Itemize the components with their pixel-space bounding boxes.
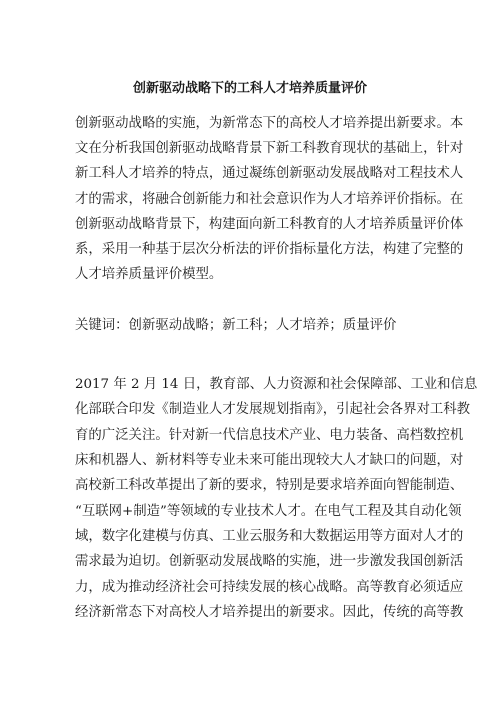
abstract-line: 人才培养质量评价模型。 [75,267,223,282]
document-title: 创新驱动战略下的工科人才培养质量评价 [132,81,367,96]
abstract-line: 系，采用一种基于层次分析法的评价指标量化方法，构建了完整的 [75,242,464,257]
abstract-line: 创新驱动战略背景下，构建面向新工科教育的人才培养质量评价体 [75,217,464,232]
body-line: 育的广泛关注。针对新一代信息技术产业、电力装备、高档数控机 [75,428,464,443]
abstract-line: 新工科人才培养的特点，通过凝练创新驱动发展战略对工程技术人 [75,166,464,181]
body-line: 高校新工科改革提出了新的要求，特别是要求培养面向智能制造、 [75,478,464,493]
abstract-line: 文在分析我国创新驱动战略背景下新工科教育现状的基础上，针对 [75,141,464,156]
abstract-line: 创新驱动战略的实施，为新常态下的高校人才培养提出新要求。本 [75,116,464,131]
body-line: 需求最为迫切。创新驱动发展战略的实施，进一步激发我国创新活 [75,554,464,569]
body-line: 化部联合印发《制造业人才发展规划指南》，引起社会各界对工科教 [75,402,471,417]
keywords-line: 关键词：创新驱动战略；新工科；人才培养；质量评价 [75,318,397,333]
abstract-line: 才的需求，将融合创新能力和社会意识作为人才培养评价指标。在 [75,192,464,207]
body-line: 2017 年 2 月 14 日，教育部、人力资源和社会保障部、工业和信息 [75,377,478,392]
body-line: 力，成为推动经济社会可持续发展的核心战略。高等教育必须适应 [75,580,464,595]
body-line: 床和机器人、新材料等专业未来可能出现较大人才缺口的问题，对 [75,453,464,468]
body-line: 经济新常态下对高校人才培养提出的新要求。因此，传统的高等教 [75,605,464,620]
body-line: 域，数字化建模与仿真、工业云服务和大数据运用等方面对人才的 [75,529,464,544]
body-line: “互联网+制造”等领域的专业技术人才。在电气工程及其自动化领 [75,504,462,519]
